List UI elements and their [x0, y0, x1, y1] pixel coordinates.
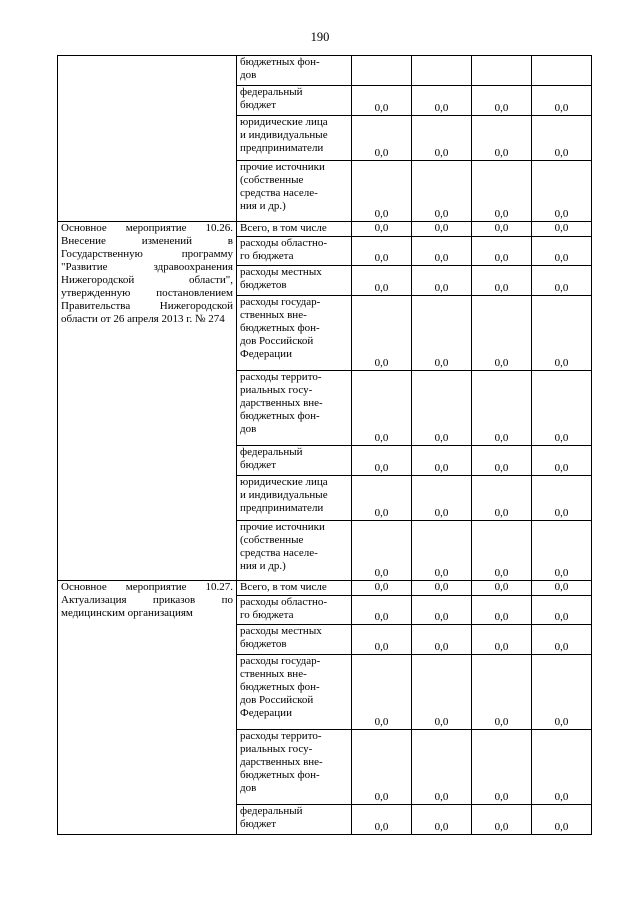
- value-cell: 0,0: [532, 446, 592, 476]
- value-cell: 0,0: [472, 805, 532, 835]
- funding-source: расходы местных бюджетов: [237, 266, 352, 296]
- value-cell: 0,0: [412, 371, 472, 446]
- value-cell: 0,0: [352, 521, 412, 581]
- value-cell: 0,0: [412, 296, 472, 371]
- value-cell: 0,0: [472, 116, 532, 161]
- funding-source: федеральный бюджет: [237, 805, 352, 835]
- value-cell: 0,0: [412, 161, 472, 222]
- value-cell: 0,0: [472, 266, 532, 296]
- value-cell: 0,0: [472, 730, 532, 805]
- funding-source: Всего, в том числе: [237, 222, 352, 237]
- funding-source: расходы областно- го бюджета: [237, 237, 352, 266]
- activity-description: Основное мероприятие 10.26. Внесение изменений в Государственную программу "Развитие здравоохранения Нижегородской области", утвержденную постановлением Правительства Нижегородской области от 26 апреля 2013 г. № 274: [58, 222, 237, 581]
- value-cell: 0,0: [472, 371, 532, 446]
- table-row: [58, 581, 592, 596]
- value-cell: 0,0: [412, 476, 472, 521]
- value-cell: [352, 56, 412, 86]
- value-cell: 0,0: [412, 237, 472, 266]
- funding-source: бюджетных фон- дов: [237, 56, 352, 86]
- funding-table-body: [58, 56, 592, 835]
- value-cell: 0,0: [532, 655, 592, 730]
- value-cell: 0,0: [532, 266, 592, 296]
- value-cell: 0,0: [532, 581, 592, 596]
- value-cell: 0,0: [532, 730, 592, 805]
- value-cell: 0,0: [352, 625, 412, 655]
- value-cell: 0,0: [532, 805, 592, 835]
- value-cell: 0,0: [352, 730, 412, 805]
- funding-source: расходы государ- ственных вне- бюджетных фон- дов Российской Федерации: [237, 296, 352, 371]
- funding-source: расходы местных бюджетов: [237, 625, 352, 655]
- value-cell: 0,0: [472, 86, 532, 116]
- value-cell: 0,0: [412, 625, 472, 655]
- value-cell: 0,0: [352, 805, 412, 835]
- value-cell: 0,0: [532, 222, 592, 237]
- value-cell: 0,0: [532, 161, 592, 222]
- value-cell: 0,0: [352, 237, 412, 266]
- value-cell: 0,0: [472, 655, 532, 730]
- table-row: [58, 56, 592, 86]
- value-cell: 0,0: [532, 237, 592, 266]
- value-cell: 0,0: [352, 296, 412, 371]
- value-cell: 0,0: [412, 521, 472, 581]
- page-number: 190: [310, 30, 330, 44]
- funding-source: расходы террито- риальных госу- дарственных вне- бюджетных фон- дов: [237, 730, 352, 805]
- value-cell: 0,0: [532, 521, 592, 581]
- funding-table: [57, 55, 592, 835]
- activity-description: Основное мероприятие 10.27. Актуализация приказов по медицинским организациям: [58, 581, 237, 835]
- value-cell: 0,0: [352, 581, 412, 596]
- value-cell: 0,0: [352, 596, 412, 625]
- value-cell: 0,0: [412, 266, 472, 296]
- funding-source: Всего, в том числе: [237, 581, 352, 596]
- value-cell: 0,0: [472, 596, 532, 625]
- value-cell: 0,0: [532, 86, 592, 116]
- funding-source: расходы государ- ственных вне- бюджетных фон- дов Российской Федерации: [237, 655, 352, 730]
- activity-description: [58, 56, 237, 222]
- value-cell: 0,0: [472, 296, 532, 371]
- funding-source: прочие источники (собственные средства населе- ния и др.): [237, 161, 352, 222]
- funding-source: федеральный бюджет: [237, 86, 352, 116]
- value-cell: 0,0: [472, 222, 532, 237]
- value-cell: 0,0: [352, 476, 412, 521]
- value-cell: 0,0: [412, 446, 472, 476]
- value-cell: 0,0: [532, 116, 592, 161]
- value-cell: 0,0: [532, 625, 592, 655]
- value-cell: [532, 56, 592, 86]
- value-cell: 0,0: [352, 266, 412, 296]
- value-cell: 0,0: [532, 296, 592, 371]
- value-cell: 0,0: [412, 596, 472, 625]
- value-cell: 0,0: [352, 161, 412, 222]
- value-cell: 0,0: [532, 596, 592, 625]
- value-cell: 0,0: [412, 116, 472, 161]
- value-cell: 0,0: [412, 730, 472, 805]
- value-cell: 0,0: [352, 446, 412, 476]
- table-row: [58, 222, 592, 237]
- funding-source: юридические лица и индивидуальные предприниматели: [237, 116, 352, 161]
- value-cell: 0,0: [412, 805, 472, 835]
- value-cell: 0,0: [352, 222, 412, 237]
- value-cell: 0,0: [532, 371, 592, 446]
- value-cell: 0,0: [412, 222, 472, 237]
- value-cell: 0,0: [472, 446, 532, 476]
- value-cell: 0,0: [352, 371, 412, 446]
- value-cell: 0,0: [352, 86, 412, 116]
- value-cell: 0,0: [472, 521, 532, 581]
- value-cell: 0,0: [472, 237, 532, 266]
- value-cell: 0,0: [472, 161, 532, 222]
- value-cell: 0,0: [412, 581, 472, 596]
- value-cell: [412, 56, 472, 86]
- funding-source: прочие источники (собственные средства населе- ния и др.): [237, 521, 352, 581]
- value-cell: 0,0: [532, 476, 592, 521]
- value-cell: [472, 56, 532, 86]
- value-cell: 0,0: [412, 86, 472, 116]
- value-cell: 0,0: [472, 581, 532, 596]
- funding-source: расходы областно- го бюджета: [237, 596, 352, 625]
- funding-source: юридические лица и индивидуальные предприниматели: [237, 476, 352, 521]
- value-cell: 0,0: [472, 625, 532, 655]
- value-cell: 0,0: [352, 116, 412, 161]
- value-cell: 0,0: [352, 655, 412, 730]
- funding-source: федеральный бюджет: [237, 446, 352, 476]
- value-cell: 0,0: [472, 476, 532, 521]
- value-cell: 0,0: [412, 655, 472, 730]
- funding-source: расходы террито- риальных госу- дарственных вне- бюджетных фон- дов: [237, 371, 352, 446]
